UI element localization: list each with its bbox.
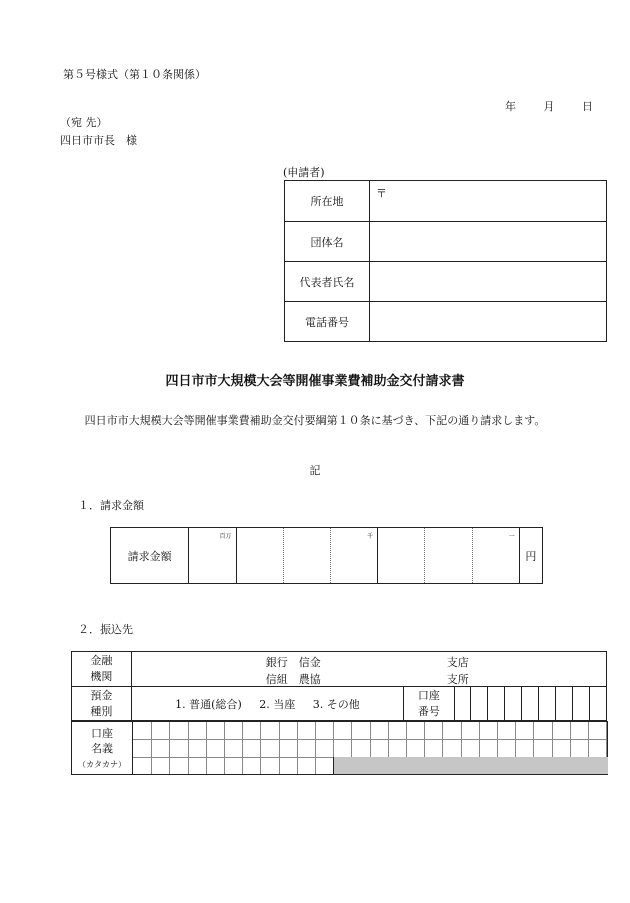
deposit-label-line2: 種別 [90, 704, 113, 718]
address-field[interactable] [370, 181, 607, 222]
organization-label: 団体名 [285, 222, 370, 262]
deposit-label-line1: 預金 [90, 688, 113, 702]
section1-heading: １．請求金額 [78, 499, 144, 512]
account-number-digit[interactable] [505, 687, 522, 721]
grid-column-line [169, 722, 170, 774]
bank-label [72, 652, 132, 687]
amount-digit[interactable] [189, 528, 236, 584]
grid-column-line [297, 722, 298, 774]
amount-table [110, 527, 543, 584]
account-number-line1: 口座 [417, 688, 440, 702]
applicant-table [284, 180, 607, 342]
representative-label: 代表者氏名 [285, 262, 370, 302]
applicant-label: (申請者) [283, 166, 325, 179]
date-year: 年 [505, 100, 516, 113]
grid-column-line [260, 722, 261, 774]
body-text: 四日市市大規模大会等開催事業費補助金交付要綱第１０条に基づき、下記の通り請求します。 [84, 414, 546, 427]
date-month: 月 [543, 100, 555, 113]
amount-label: 請求金額 [111, 528, 189, 584]
deposit-type-other[interactable]: 3. その他 [312, 697, 360, 711]
unit-one: 一 [508, 533, 515, 540]
amount-digit[interactable] [378, 528, 425, 584]
document-title: 四日市市大規模大会等開催事業費補助金交付請求書 [165, 374, 465, 389]
bank-types-line1: 銀行 信金 [265, 656, 321, 669]
deposit-type-current[interactable]: 2. 当座 [259, 697, 296, 711]
unit-thousand: 千 [367, 533, 374, 540]
address-label: 所在地 [285, 181, 370, 222]
grid-column-line [151, 722, 152, 774]
amount-digit[interactable] [330, 528, 377, 584]
account-number-digit[interactable] [471, 687, 488, 721]
account-number-digit[interactable] [522, 687, 539, 721]
organization-field[interactable] [370, 222, 607, 262]
section2-heading: ２．振込先 [78, 623, 133, 636]
bank-name-field[interactable] [131, 652, 606, 687]
grid-row-line [133, 739, 607, 740]
phone-field[interactable] [370, 302, 607, 342]
account-number-digit[interactable] [556, 687, 573, 721]
grid-column-line [315, 722, 316, 774]
transfer-table [71, 651, 607, 721]
deposit-type-options [131, 687, 403, 721]
amount-digit[interactable] [472, 528, 519, 584]
branch-line1: 支店 [446, 656, 469, 669]
amount-digit[interactable] [425, 528, 472, 584]
deposit-type-label [72, 687, 132, 721]
account-number-line2: 番号 [417, 704, 440, 718]
account-number-digit[interactable] [573, 687, 590, 721]
account-number-label [404, 687, 454, 721]
amount-digit[interactable] [283, 528, 330, 584]
bank-label-line2: 機関 [90, 670, 113, 683]
unit-million: 百万 [219, 533, 232, 540]
account-number-digit[interactable] [488, 687, 505, 721]
grid-column-line [279, 722, 280, 774]
ki-heading: 記 [309, 464, 321, 477]
form-number: 第５号様式（第１０条関係） [63, 68, 206, 81]
account-name-grid[interactable] [132, 721, 608, 775]
date-line [505, 98, 617, 114]
grid-column-line [224, 722, 225, 774]
account-number-digit[interactable] [539, 687, 556, 721]
account-name-label [71, 721, 133, 775]
account-name-line1: 口座 [91, 727, 113, 740]
branch-line2: 支所 [446, 673, 469, 686]
phone-label: 電話番号 [285, 302, 370, 342]
representative-field[interactable] [370, 262, 607, 302]
recipient-name: 四日市市長 様 [60, 134, 137, 147]
account-name-line2: 名義 [91, 742, 113, 755]
date-day: 日 [582, 100, 593, 113]
bank-label-line1: 金融 [90, 654, 113, 667]
grid-column-line [242, 722, 243, 774]
recipient-label: （宛 先） [60, 116, 108, 129]
yen-label: 円 [519, 528, 542, 584]
bank-types-line2: 信組 農協 [265, 673, 321, 686]
account-name-line3: （カタカナ） [78, 760, 126, 769]
postal-mark: 〒 [376, 187, 387, 200]
amount-digit[interactable] [236, 528, 283, 584]
deposit-type-ordinary[interactable]: 1. 普通(総合) [175, 697, 242, 711]
account-number-digit[interactable] [454, 687, 471, 721]
grid-column-line [206, 722, 207, 774]
grid-column-line [188, 722, 189, 774]
account-number-digit[interactable] [589, 687, 606, 721]
grid-shaded-area [333, 757, 608, 774]
